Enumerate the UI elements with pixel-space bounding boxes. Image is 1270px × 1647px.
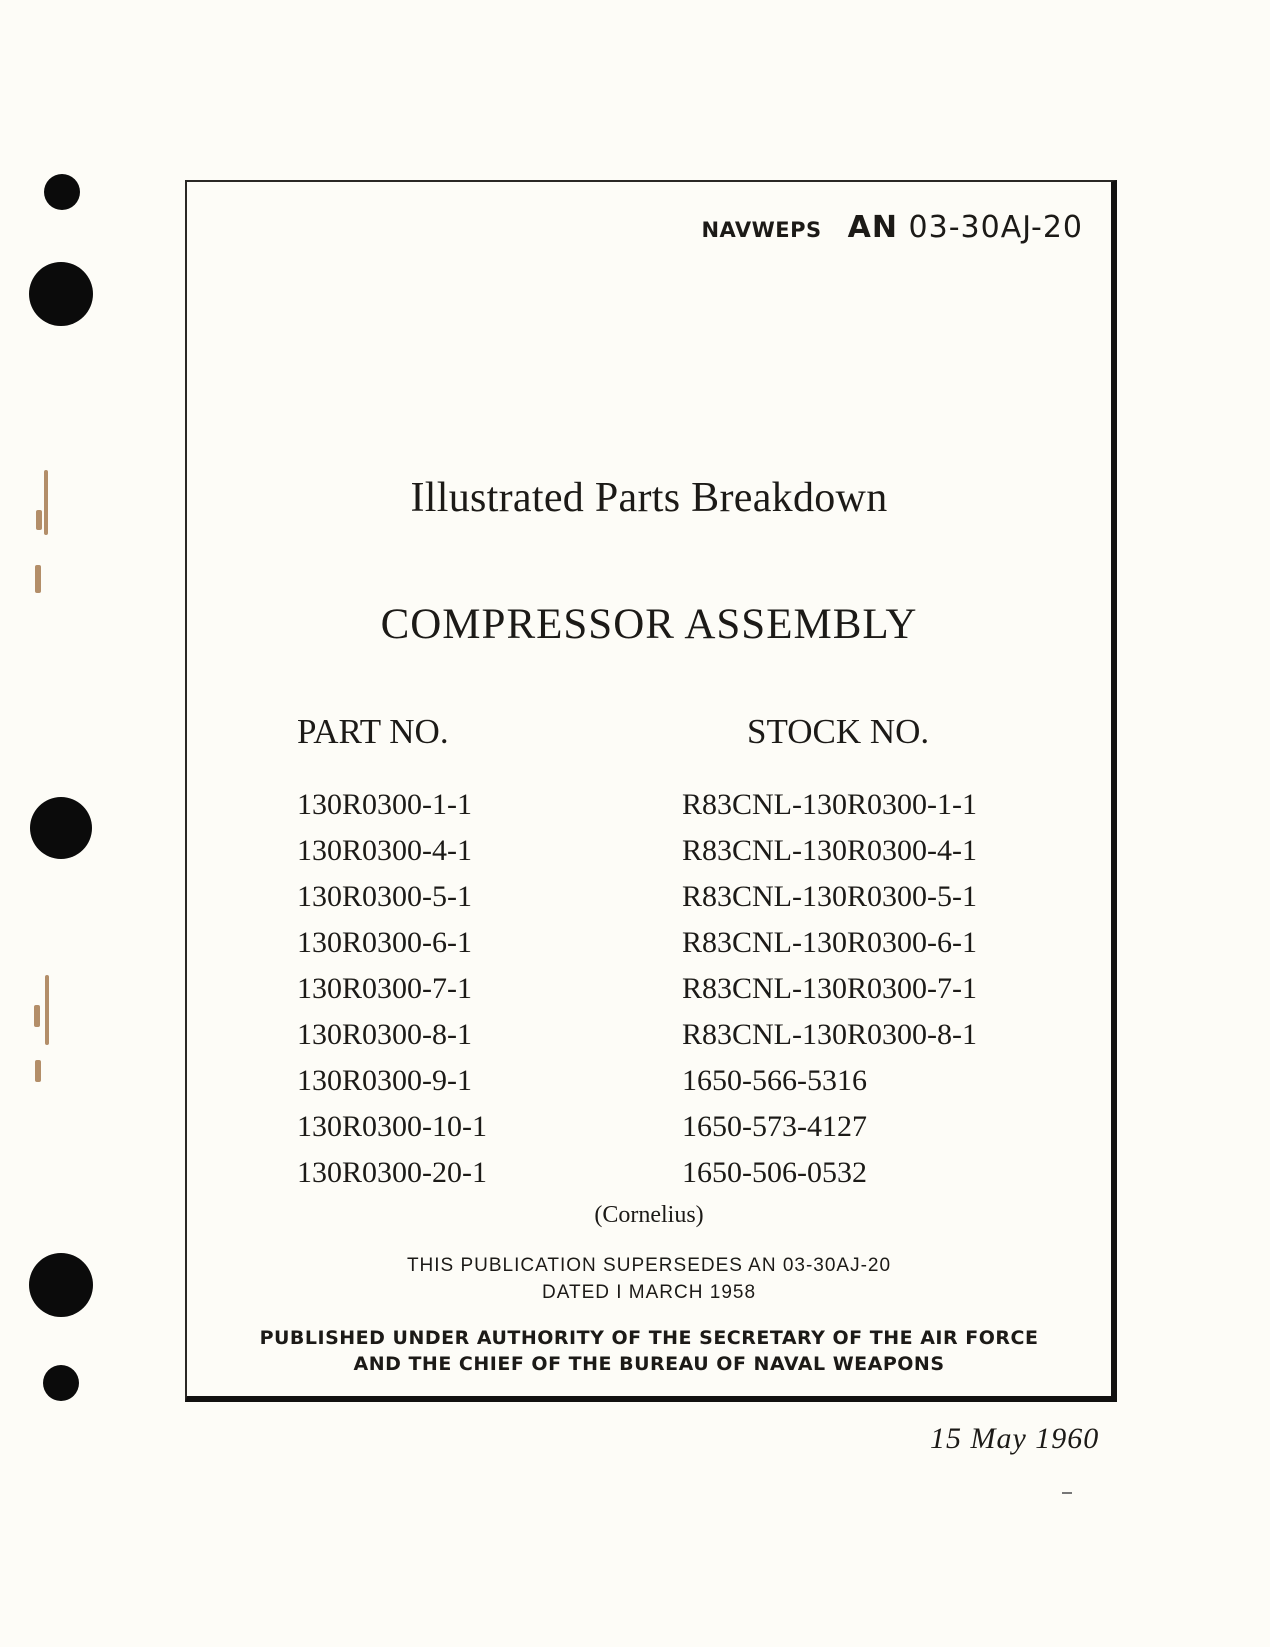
- organization-label: NAVWEPS: [701, 218, 822, 242]
- part-number: 130R0300-4-1: [297, 834, 472, 867]
- stock-number: 1650-573-4127: [682, 1110, 867, 1143]
- stock-number: R83CNL-130R0300-6-1: [682, 926, 977, 959]
- stock-number: R83CNL-130R0300-5-1: [682, 880, 977, 913]
- document-subtitle: COMPRESSOR ASSEMBLY: [380, 601, 918, 648]
- staple-stain: [34, 1005, 40, 1027]
- staple-stain: [35, 1060, 41, 1082]
- punch-hole: [30, 797, 92, 859]
- part-number: 130R0300-9-1: [297, 1064, 472, 1097]
- parts-table: [297, 712, 1057, 1196]
- part-number: 130R0300-1-1: [297, 788, 472, 821]
- part-number: 130R0300-20-1: [297, 1156, 487, 1189]
- publication-date: 15 May 1960: [930, 1422, 1100, 1455]
- table-row: [297, 1150, 1057, 1196]
- table-row: [297, 966, 1057, 1012]
- publication-number-value: 03-30AJ-20: [908, 210, 1083, 245]
- column-header-part-no: PART NO.: [297, 712, 449, 751]
- punch-hole: [29, 262, 93, 326]
- table-row: [297, 828, 1057, 874]
- stock-number: R83CNL-130R0300-7-1: [682, 972, 977, 1005]
- table-row: [297, 1058, 1057, 1104]
- supersedes-line-2: DATED I MARCH 1958: [541, 1282, 757, 1303]
- stray-mark: [1062, 1492, 1072, 1494]
- staple-stain: [44, 470, 48, 535]
- part-number: 130R0300-10-1: [297, 1110, 487, 1143]
- stock-number: 1650-506-0532: [682, 1156, 867, 1189]
- stock-number: R83CNL-130R0300-4-1: [682, 834, 977, 867]
- punch-hole: [44, 174, 80, 210]
- staple-stain: [45, 975, 49, 1045]
- stock-number: 1650-566-5316: [682, 1064, 867, 1097]
- staple-stain: [36, 510, 42, 530]
- stock-number: R83CNL-130R0300-1-1: [682, 788, 977, 821]
- publication-number-header: [701, 210, 1083, 245]
- parts-table-header: [297, 712, 1057, 782]
- part-number: 130R0300-8-1: [297, 1018, 472, 1051]
- punch-hole: [43, 1365, 79, 1401]
- stock-number: R83CNL-130R0300-8-1: [682, 1018, 977, 1051]
- authority-line-2: AND THE CHIEF OF THE BUREAU OF NAVAL WEAPONS: [353, 1353, 945, 1375]
- manufacturer-name: (Cornelius): [594, 1202, 704, 1228]
- authority-statement: [187, 1325, 1111, 1377]
- staple-stain: [35, 565, 41, 593]
- column-header-stock-no: STOCK NO.: [747, 712, 930, 751]
- supersedes-line-1: THIS PUBLICATION SUPERSEDES AN 03-30AJ-20: [406, 1255, 892, 1276]
- publication-prefix: AN: [847, 210, 898, 245]
- punch-hole: [29, 1253, 93, 1317]
- part-number: 130R0300-6-1: [297, 926, 472, 959]
- table-row: [297, 1104, 1057, 1150]
- table-row: [297, 782, 1057, 828]
- publication-number: [848, 210, 1083, 245]
- document-title: Illustrated Parts Breakdown: [410, 475, 888, 521]
- table-row: [297, 1012, 1057, 1058]
- authority-line-1: PUBLISHED UNDER AUTHORITY OF THE SECRETARY OF THE AIR FORCE: [259, 1327, 1039, 1349]
- table-row: [297, 920, 1057, 966]
- part-number: 130R0300-5-1: [297, 880, 472, 913]
- supersedes-notice: [187, 1252, 1111, 1306]
- title-page-frame: [185, 180, 1117, 1402]
- table-row: [297, 874, 1057, 920]
- part-number: 130R0300-7-1: [297, 972, 472, 1005]
